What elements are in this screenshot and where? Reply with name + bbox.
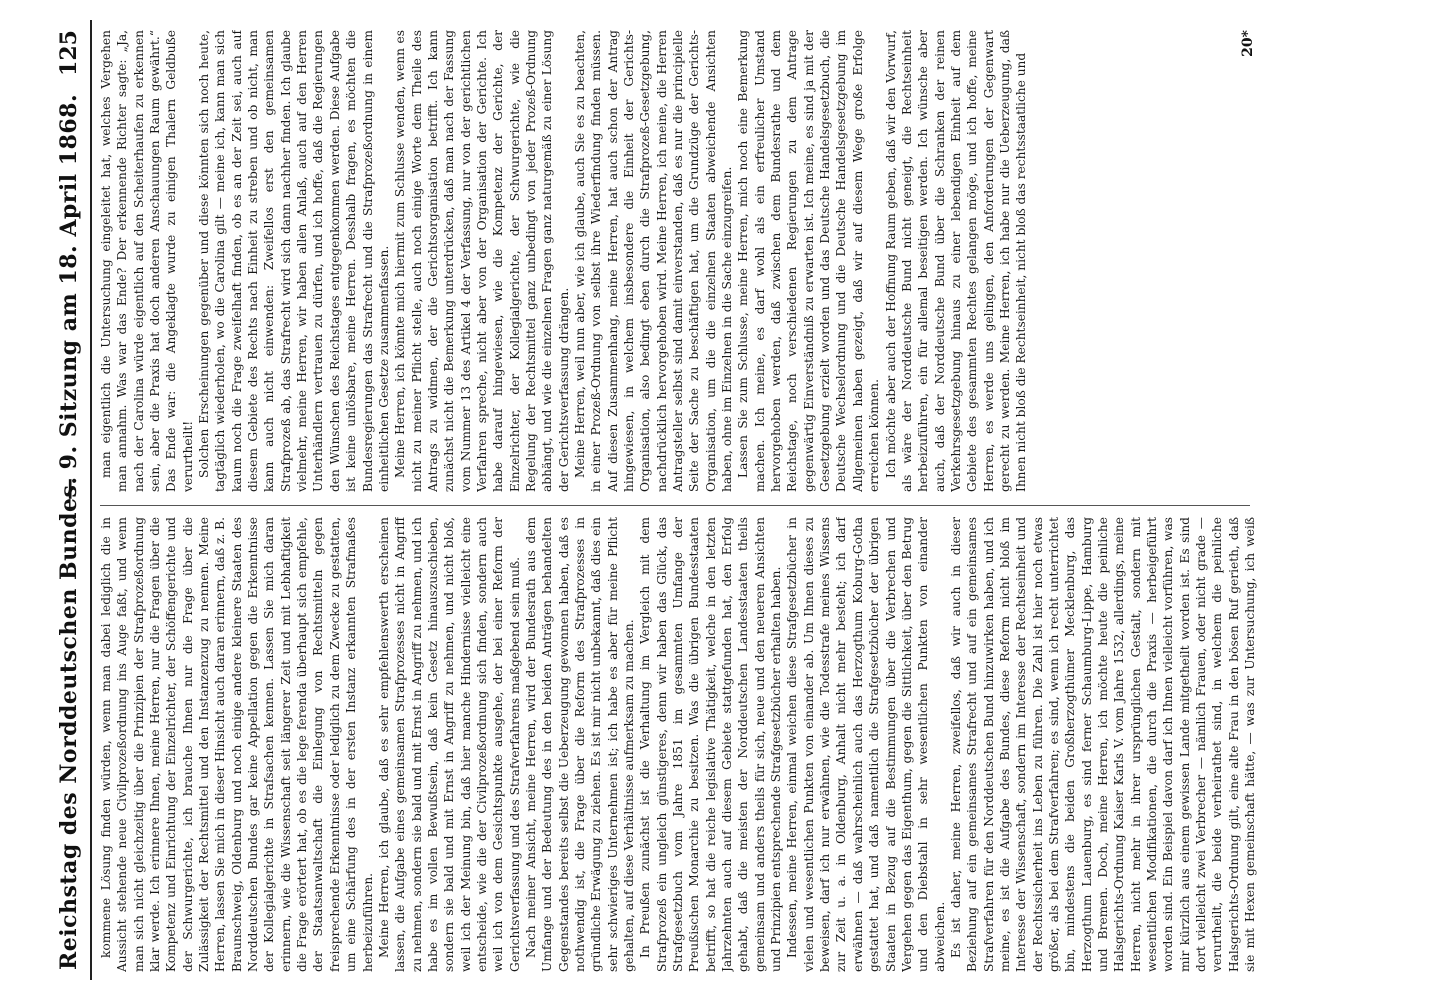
page-number: 125 xyxy=(56,30,82,76)
paragraph: Solchen Erscheinungen gegenüber und diese könnten sich noch heute, tagtäglich wiederholen, wo die Carolina gilt — meine ich, kann man sich kaum noch die Frage zweifelhaft finden, ob es an der Zeit sei, auch auf diesem Gebiete des Rechts nach Einheit zu streben und ob nicht, man kann auch nicht einwenden: Zweifellos erst den gemeinsamen Strafprozeß ab, das Strafrecht wird sich dann nachher finden. Ich glaube vielmehr, meine Herren, wir haben allen Anlaß, auch auf den Herren Unterhändlern vertrauen zu dürfen, und ich hoffe, daß die Regierungen den Wünschen des Reichstages entgegenkommen werden. Diese Aufgabe ist keine unlösbare, meine Herren. Desshalb fragen, es möchten die Bundesregierungen das Strafrecht und die Strafprozeßordnung in einem einheitlichen Gesetze zusammenfassen. xyxy=(197,30,391,492)
header-title: Reichstag des Norddeutschen Bundes. xyxy=(56,476,82,970)
paragraph: Ich möchte aber auch der Hoffnung Raum geben, daß wir den Vorwurf, als wäre der Norddeutsche Bund nicht geneigt, die Rechtseinheit herbeizuführen, ein für allemal beseitigen werden. Ich wünsche aber auch, daß der Norddeutsche Bund über die Schranken der reinen Verkehrsgesetzgebung hinaus zu einer lebendigen Einheit auf dem Gebiete des gesammten Rechtes gelangen möge, und ich hoffe, meine Herren, es werde uns gelingen, den Anforderungen der Gegenwart gerecht zu werden. Meine Herren, ich habe nur die Ueberzeugung, daß Ihnen nicht bloß die Rechtseinheit, nicht bloß das rechtsstaatliche und xyxy=(883,30,1029,492)
paragraph: Lassen Sie zum Schlusse, meine Herren, mich noch eine Bemerkung machen. Ich meine, es darf wohl als ein erfreulicher Umstand hervorgehoben werden, daß zwischen dem Bundesrathe und dem Reichstage, noch verschiedenen Regierungen zu dem Antrage gegenwärtig Einverständniß zu erwarten ist. Ich meine, es sind ja mit der Gesetzgebung erzielt worden und das Deutsche Handelsgesetzbuch, die Deutsche Wechselordnung und die Deutsche Handelsgesetzgebung im Allgemeinen haben gezeigt, daß wir auf diesem Wege große Erfolge erreichen können. xyxy=(736,30,882,492)
paragraph: Meine Herren, ich glaube, daß es sehr empfehlenswerth erscheinen lassen, die Aufgabe eines gemeinsamen Strafprozesses nicht in Angriff zu nehmen, sondern sie bald und mit Ernst in Angriff zu nehmen, und ich habe es im vollen Bewußtsein, daß kein Gesetz hinauszuschieben, sondern sie bald und mit Ernst in Angriff zu nehmen, und nicht bloß, weil ich der Meinung bin, daß hier manche Hindernisse vielleicht eine entscheide, wie die der Civilprozeßordnung sich finden, sondern auch weil ich von dem Gesichtspunkte ausgehe, der bei einer Reform der Gerichtsverfassung und des Strafverfahrens maßgebend sein muß. xyxy=(376,517,522,972)
paragraph: Indessen, meine Herren, einmal weichen diese Strafgesetzbücher in vielen und wesentlichen Punkten von einander ab. Um Ihnen dieses zu beweisen, darf ich nur erwähnen, wie die Todesstrafe meines Wissens zur Zeit u. a. in Oldenburg, Anhalt nicht mehr besteht; ich darf erwähnen — daß wahrscheinlich auch das Herzogthum Koburg-Gotha gestattet hat, und daß namentlich die Strafgesetzbücher der übrigen Staaten in Bezug auf die Bestimmungen über die Verbrechen und Vergehen gegen das Eigenthum, gegen die Sittlichkeit, über den Betrug und den Diebstahl in sehr wesentlichen Punkten von einander abweichen. xyxy=(785,517,947,972)
column-divider xyxy=(100,505,1250,506)
paragraph: kommene Lösung finden würden, wenn man dabei lediglich die in Aussicht stehende neue Civilprozeßordnung ins Auge faßt, und wenn man sich nicht gleichzeitig über die Prinzipien der Strafprozeßordnung klar werde. Ich erinnere Ihnen, meine Herren, nur die Fragen über die Kompetenz und Einrichtung der Einzelrichter, der Schöffengerichte und der Schwurgerichte, ich brauche Ihnen nur die Frage über die Zulässigkeit der Rechtsmittel und den Instanzenzug zu nennen. Meine Herren, lassen Sie mich in dieser Hinsicht auch daran erinnern, daß z. B. Braunschweig, Oldenburg und noch einige andere kleinere Staaten des Norddeutschen Bundes gar keine Appellation gegen die Erkenntnisse der Kollegialgerichte in Strafsachen kennen. Lassen Sie mich daran erinnern, wie die Wissenschaft seit längerer Zeit und mit Lebhaftigkeit die Frage erörtert hat, ob es die lege ferenda überhaupt sich empfehle, der Staatsanwaltschaft die Einlegung von Rechtsmitteln gegen freisprechende Erkenntnisse oder lediglich zu dem Zwecke zu gestatten, um eine Schärfung des in der ersten Instanz erkannten Strafmaßes herbeizuführen. xyxy=(99,517,375,972)
paragraph: man eigentlich die Untersuchung eingeleitet hat, welches Vergehen man annahm. Was war das Ende? Der erkennende Richter sagte: „Ja, nach der Carolina würde eigentlich auf den Scheiterhaufen zu erkennen sein, aber die Praxis hat doch anderen Anschauungen Raum gewährt.“ Das Ende war: die Angeklagte wurde zu einigen Thalern Geldbuße verurtheilt! xyxy=(99,30,195,492)
header-session: — 9. Sitzung am 18. April 1868. xyxy=(56,93,82,500)
text-column-left xyxy=(98,517,1258,972)
digitization-credit xyxy=(1404,60,1424,940)
paragraph: In Preußen zunächst ist die Verhaltung im Vergleich mit dem Strafprozeß ein ungleich günstigeres, denn wir haben das Glück, das Strafgesetzbuch vom Jahre 1851 im gesammten Umfange der Preußischen Monarchie zu besitzen. Was die übrigen Bundesstaaten betrifft, so hat die reiche legislative Thätigkeit, welche in den letzten Jahrzehnten auch auf diesem Gebiete stattgefunden hat, den Erfolg gehabt, daß die meisten der Norddeutschen Landesstaaten theils gemeinsam und anders theils für sich, neue und den neueren Ansichten und Prinzipien entsprechende Strafgesetzbücher erhalten haben. xyxy=(638,517,784,972)
paragraph: Meine Herren, weil nun aber, wie ich glaube, auch Sie es zu beachten, in einer Prozeß-Ordnung von selbst ihre Wiederfindung finden müssen. Auf diesen Zusammenhang, meine Herren, hat auch schon der Antrag hingewiesen, in welchem insbesondere die Einheit der Gerichts-Organisation, also bedingt eben durch die Strafprozeß-Gesetzgebung, nachdrücklich hervorgehoben wird. Meine Herren, ich meine, die Herren Antragsteller selbst sind damit einverstanden, daß es nur die principielle Seite der Sache zu beschäftigen hat, um die Grundzüge der Gerichts-Organisation, um die die einzelnen Staaten abweichende Ansichten haben, ohne im Einzelnen in die Sache einzugreifen. xyxy=(572,30,735,492)
paragraph: Meine Herren, ich könnte mich hiermit zum Schlusse wenden, wenn es nicht zu meiner Pflicht stelle, auch noch einige Worte dem Theile des Antrags zu widmen, der die Gerichtsorganisation betrifft. Ich kann zunächst nicht die Bemerkung unterdrücken, daß man nach der Fassung vom Nummer 13 des Artikel 4 der Verfassung, nur von der gerichtlichen Verfahren spreche, nicht aber von der Organisation der Gerichte. Ich habe darauf hingewiesen, wie die Kompetenz der Gerichte, der Einzelrichter, der Kollegialgerichte, der Schwurgerichte, wie die Regelung der Rechtsmittel ganz unbedingt von jeder Prozeß-Ordnung abhängt, und wie die einzelnen Fragen ganz naturgemäß zu einer Lösung der Gerichtsverfassung drängen. xyxy=(393,30,571,492)
page-header xyxy=(50,20,92,980)
signature-mark: 20* xyxy=(1240,30,1256,57)
text-column-right xyxy=(98,30,1258,492)
paragraph: Nach meiner Ansicht, meine Herren, wird der Bundesrath aus dem Umfange und der Bedeutung des in den beiden Anträgen behandelten Gegenstandes bereits selbst die Ueberzeugung gewonnen haben, daß es nothwendig ist, die Frage über die Reform des Strafprozesses in gründliche Erwägung zu ziehen. Es ist mir nicht unbekannt, daß dies ein sehr schwieriges Unternehmen ist; ich habe es aber für meine Pflicht gehalten, auf diese Verhältnisse aufmerksam zu machen. xyxy=(523,517,636,972)
paragraph: Es ist daher, meine Herren, zweifellos, daß wir auch in dieser Beziehung auf ein gemeinsames Strafrecht und auf ein gemeinsames Strafverfahren für den Norddeutschen Bund hinzuwirken haben, und ich meine, es ist die Aufgabe des Bundes, diese Reform nicht bloß im Interesse der Wissenschaft, sondern im Interesse der Rechtseinheit und der Rechtssicherheit ins Leben zu führen. Die Zahl ist hier noch etwas größer, als bei dem Strafverfahren; es sind, wenn ich recht unterrichtet bin, mindestens die beiden Großherzogthümer Mecklenburg, das Herzogthum Lauenburg, es sind ferner Schaumburg-Lippe, Hamburg und Bremen. Doch, meine Herren, ich möchte heute die peinliche Halsgerichts-Ordnung Kaiser Karls V. vom Jahre 1532, allerdings, meine Herren, nicht mehr in ihrer ursprünglichen Gestalt, sondern mit wesentlichen Modifikationen, die durch die Praxis — herbeigeführt worden sind. Ein Beispiel davon darf ich Ihnen vielleicht vorführen, was mir kürzlich aus einem gewissen Lande mitgetheilt worden ist. Es sind dort vielleicht zwei Verbrecher — nämlich Frauen, oder nicht grade — verurtheilt, die beide verheirathet sind, in welchem die peinliche Halsgerichts-Ordnung gilt, eine alte Frau in den bösen Ruf gerieth, daß sie mit Hexen gemeinschaft hätte, — was zur Untersuchung, ich weiß xyxy=(948,517,1258,972)
